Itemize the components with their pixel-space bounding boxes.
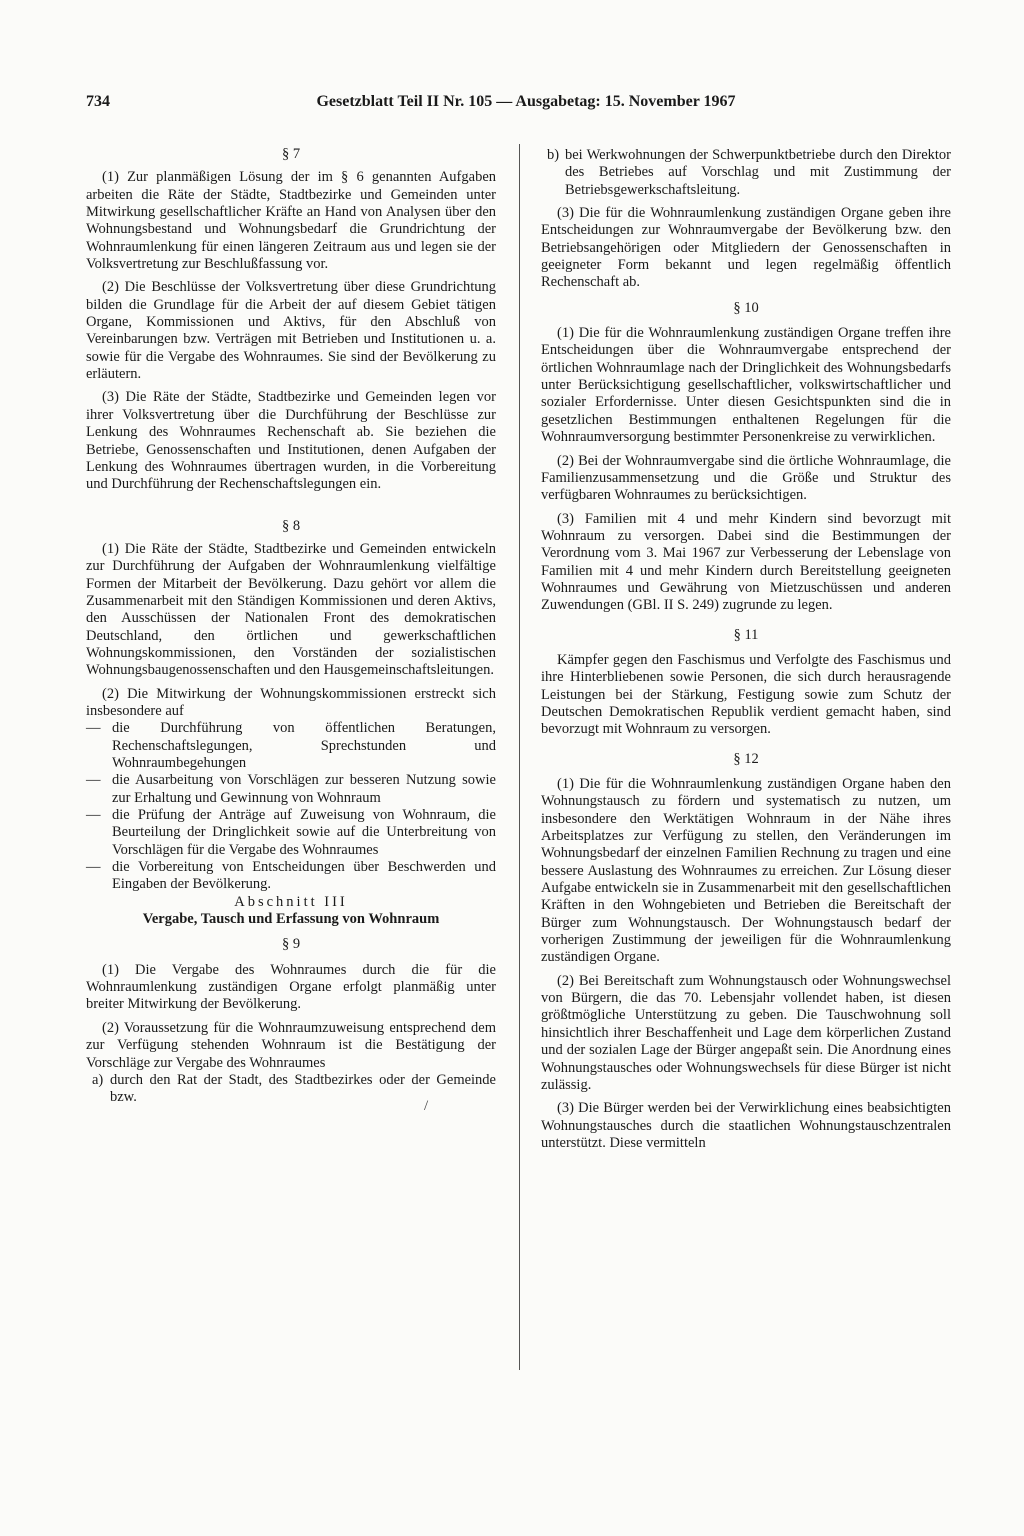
gazette-title: Gesetzblatt Teil II Nr. 105 — Ausgabetag: 15. November 1967 xyxy=(316,93,736,110)
paragraph-7-2: (2) Die Beschlüsse der Volksvertretung über diese Grundrichtung bilden die Grundlage für die Arbeit der auf diesem Gebiet tätigen Organe, Kommissionen und Aktivs, für den Abschluß von Vereinbarungen bzw. Verträgen mit Betrieben und Institutionen u. a. sowie für die Vergabe des Wohnraumes. Sie sind der Bevölkerung zu erläutern. xyxy=(86,279,496,383)
list-item-text: die Durchführung von öffentlichen Beratungen, Rechenschaftslegungen, Sprechstunden und Wohnraumbegehungen xyxy=(112,720,496,771)
list-item-b-text: bei Werkwohnungen der Schwerpunktbetriebe durch den Direktor des Betriebes auf Vorschlag und mit Zustimmung der Betriebsgewerkschaftsleitung. xyxy=(565,147,951,198)
paragraph-9-2: (2) Voraussetzung für die Wohnraumzuweisung entsprechend dem zur Verfügung stehenden Wohnraum ist die Bestätigung der Vorschläge zur Vergabe des Wohnraumes xyxy=(86,1019,496,1071)
paragraph-12-3: (3) Die Bürger werden bei der Verwirklichung eines beabsichtigten Wohnungstausches durch die staatlichen Wohnungstauschzentralen unterstützt. Diese vermitteln xyxy=(541,1100,951,1151)
list-item-a-text: durch den Rat der Stadt, des Stadtbezirkes oder der Gemeinde bzw. xyxy=(110,1071,496,1106)
right-column xyxy=(541,147,951,1152)
chapter-label: Abschnitt III xyxy=(234,893,348,910)
paragraph-10-1: (1) Die für die Wohnraumlenkung zuständigen Organe treffen ihre Entscheidungen über die Wohnraumvergabe entsprechend der örtlichen Wohnraumlage nach der Dringlichkeit des Wohnungsbedarfs unter Berücksichtigung gesellschaftlicher, volkswirtschaftlicher und sozialer Erfordernisse. Unter diesen Gesichtspunkten sind die in gesetzlichen Bestimmungen enthaltenen Regelungen für die Wohnraumversorgung bestimmter Personenkreise zu verwirklichen. xyxy=(541,325,951,446)
item-marker-b: b) xyxy=(547,147,560,163)
paragraph-10-3: (3) Familien mit 4 und mehr Kindern sind bevorzugt mit Wohnraum zu versorgen. Dabei sind die Bestimmungen der Verordnung vom 3. Mai 1967 zur Verbesserung der Lebenslage von Familien mit 4 und mehr Kindern durch Bereitstellung geeigneten Wohnraumes und Gewährung von Mietzuschüssen und anderen Zuwendungen (GBl. II S. 249) zugrunde zu legen. xyxy=(541,510,951,614)
paragraph-8-2: (2) Die Mitwirkung der Wohnungskommissionen erstreckt sich insbesondere auf xyxy=(86,685,496,719)
section-heading-7: § 7 xyxy=(281,146,301,162)
paragraph-11: Kämpfer gegen den Faschismus und Verfolgte des Faschismus und ihre Hinterbliebenen sowie Personen, die sich durch herausragende Leistungen bei der Stärkung, Festigung sowie zum Schutz der Deutschen Demokratischen Republik verdient gemacht haben, sind bevorzugt mit Wohnraum zu versorgen. xyxy=(541,651,951,738)
column-divider xyxy=(519,144,520,1370)
paragraph-9-3: (3) Die für die Wohnraumlenkung zuständigen Organe geben ihre Entscheidungen zur Wohnraumvergabe der Bevölkerung bzw. den Betriebsangehörigen oder Mitgliedern der Genossenschaften in geeigneter Form bekannt und legen regelmäßig öffentlich Rechenschaft ab. xyxy=(541,205,951,291)
list-item xyxy=(86,772,496,807)
list-item-text: die Prüfung der Anträge auf Zuweisung von Wohnraum, die Beurteilung der Dringlichkeit sowie auf die Unterbreitung von Vorschlägen für die Vergabe des Wohnraumes xyxy=(112,807,496,858)
section-heading-8: § 8 xyxy=(281,517,301,534)
list-item xyxy=(86,720,496,772)
section-heading-12: § 12 xyxy=(733,750,759,767)
left-column xyxy=(86,146,496,1107)
chapter-title: Vergabe, Tausch und Erfassung von Wohnraum xyxy=(142,911,440,928)
paragraph-7-3: (3) Die Räte der Städte, Stadtbezirke und Gemeinden legen vor ihrer Volksvertretung über die Durchführung der Beschlüsse zur Lenkung des Wohnraumes Rechenschaft ab. Sie beziehen die Betriebe, Genossenschaften und Institutionen, denen Aufgaben der Lenkung des Wohnraumes übertragen wurden, in die Vorbereitung und Durchführung der Rechenschaftslegungen ein. xyxy=(86,389,496,493)
section-heading-10: § 10 xyxy=(733,299,759,316)
paragraph-9-1: (1) Die Vergabe des Wohnraumes durch die für die Wohnraumlenkung zuständigen Organe erfolgt planmäßig unter breiter Mitwirkung der Bevölkerung. xyxy=(86,961,496,1013)
page-header xyxy=(86,88,966,116)
list-item xyxy=(86,859,496,894)
list-item xyxy=(86,807,496,859)
item-marker-a: a) xyxy=(92,1071,104,1088)
dash-marker: — xyxy=(86,807,101,824)
list-item-text: die Vorbereitung von Entscheidungen über Beschwerden und Eingaben der Bevölkerung. xyxy=(112,859,496,893)
paragraph-12-1: (1) Die für die Wohnraumlenkung zuständigen Organe haben den Wohnungstausch zu fördern und systematisch zu nutzen, um insbesondere den Werktätigen Wohnraum in der Nähe ihres Arbeitsplatzes zur Verfügung zu stellen, den Veränderungen im Wohnungsbedarf der einzelnen Familien Rechnung zu tragen und eine bessere Auslastung des Wohnraumes zu erreichen. Zur Lösung dieser Aufgabe entwickeln sie in Zusammenarbeit mit den gesellschaftlichen Kräften in den Wohngebieten und Betrieben die Bereitschaft der Bürger zum Wohnungstausch. Der Wohnungstausch bedarf der vorherigen Zustimmung der jeweiligen für die Wohnraumlenkung zuständigen Organe. xyxy=(541,776,951,966)
dash-marker: — xyxy=(86,859,101,876)
paragraph-7-1: (1) Zur planmäßigen Lösung der im § 6 genannten Aufgaben arbeiten die Räte der Städte, Stadtbezirke und Gemeinden unter Mitwirkung gesellschaftlicher Kräfte an Hand von Analysen über den Wohnungsbestand und Wohnungsbedarf die Grundrichtung der Wohnraumlenkung für einen längeren Zeitraum aus und legen sie der Volksvertretung zur Beschlußfassung vor. xyxy=(86,169,496,273)
paragraph-10-2: (2) Bei der Wohnraumvergabe sind die örtliche Wohnraumlage, die Familienzusammensetzung und die Größe und Struktur des verfügbaren Wohnraumes zu berücksichtigen. xyxy=(541,452,951,504)
section-heading-11: § 11 xyxy=(733,626,759,643)
paragraph-12-2: (2) Bei Bereitschaft zum Wohnungstausch oder Wohnungswechsel von Bürgern, die das 70. Lebensjahr vollendet haben, ist diesen größtmögliche Unterstützung zu geben. Die Tauschwohnung soll hinsichtlich ihrer Beschaffenheit und Lage dem körperlichen Zustand und der sozialen Lage der Bürger angepaßt sein. Die Anordnung eines Wohnungstausches oder Wohnungswechsels für diese Bürger ist nicht zulässig. xyxy=(541,972,951,1093)
list-item-a xyxy=(86,1072,496,1107)
section-heading-9: § 9 xyxy=(281,936,301,953)
list-item-b xyxy=(541,147,951,199)
paragraph-8-1: (1) Die Räte der Städte, Stadtbezirke und Gemeinden entwickeln zur Durchführung der Aufgaben der Wohnraumlenkung vielfältige Formen der Mitarbeit der Bevölkerung. Dazu gehört vor allem die Zusammenarbeit mit den Ständigen Kommissionen und deren Aktivs, den Ausschüssen der Nationalen Front des demokratischen Deutschland, den örtlichen und gewerkschaftlichen Wohnungskommissionen, den Vorständen der sozialistischen Wohnungsbaugenossenschaften und den Hausgemeinschaftsleitungen. xyxy=(86,540,496,679)
page-number: 734 xyxy=(86,93,110,110)
dash-marker: — xyxy=(86,772,101,789)
dash-marker: — xyxy=(86,720,101,737)
stray-mark: / xyxy=(424,1098,429,1114)
list-item-text: die Ausarbeitung von Vorschlägen zur besseren Nutzung sowie zur Erhaltung und Gewinnung von Wohnraum xyxy=(112,772,496,806)
